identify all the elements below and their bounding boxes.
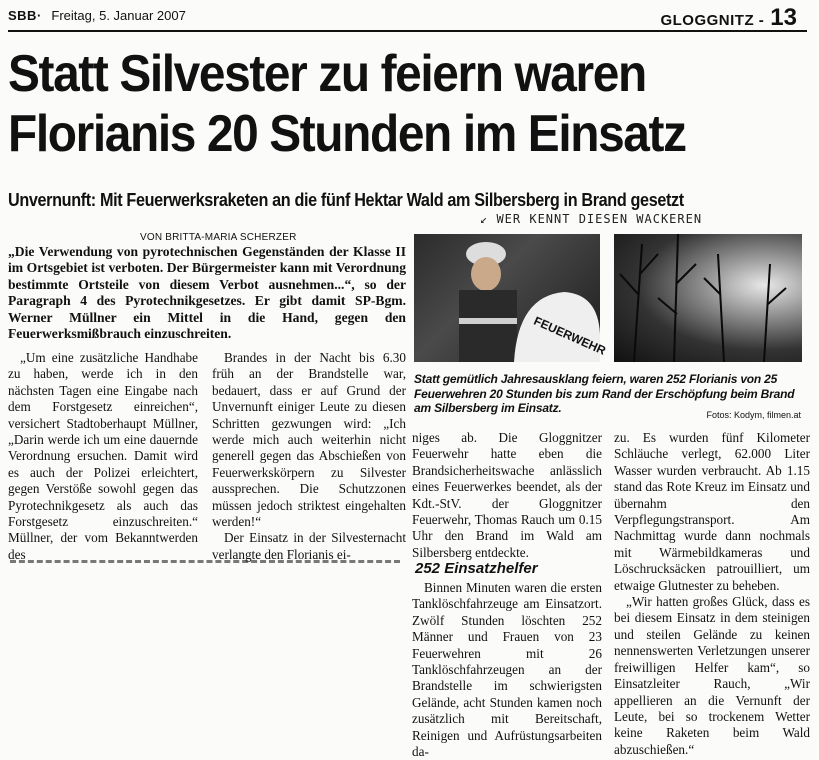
helmet-text: FEUERWEHR [531, 313, 608, 358]
issue-date: Freitag, 5. Januar 2007 [51, 8, 186, 23]
section-name: GLOGGNITZ - [660, 12, 765, 29]
page-header-left [8, 8, 186, 23]
headline-line-1: Statt Silvester zu feiern waren [8, 45, 646, 103]
forest-trees-illustration [614, 234, 802, 362]
byline: VON BRITTA-MARIA SCHERZER [140, 232, 297, 243]
column-4-text-b: „Wir hatten großes Glück, dass es bei diesem Einsatz in dem steinigen und steilen Gelände zu keinen nennenswerten Verletzungen unserer freiwilligen Helfer kam“, so Einsatzleiter Rauch, „Wir appellieren an die Vernunft der Leute, bei so trockenem Wetter keine Raketen beim Wald abzuschießen.“ [614, 594, 810, 757]
column-4-text-a: zu. Es wurden fünf Kilometer Schläuche verlegt, 62.000 Liter Wasser wurden verbraucht. Ab 1.15 stand das Rote Kreuz im Einsatz und übernahm den Verpflegungstransport. Am Nachmittag wurde dann nochmals mit Wärmebildkameras und Löschrucksäcken patrouilliert, um etwaige Glutnester zu beheben. [614, 430, 810, 593]
column-2 [212, 350, 406, 563]
header-rule [8, 30, 807, 32]
column-1 [8, 350, 198, 563]
headline [8, 44, 744, 164]
column-3-text-a: niges ab. Die Gloggnitzer Feuerwehr hatte eben die Brandsicherheitswache anlässlich eines Feuerwerkes beendet, als der Kdt.-StV. der Gloggnitzer Feuerwehr, Thomas Rauch um 0.15 Uhr den Brand im Wald am Silbersberg entdeckte. [412, 430, 602, 560]
intertitle: 252 Einsatzhelfer [415, 560, 538, 577]
handwritten-arrow-icon: ↙ [480, 212, 497, 226]
photo-credit: Fotos: Kodym, filmen.at [706, 410, 801, 420]
photo-forest-fire [614, 234, 802, 362]
column-2-text-a: Brandes in der Nacht bis 6.30 früh an der Brandstelle war, bedauert, dass er auf Grund der Unvernunft einiger Leute zu diesen Schritten gezwungen wird: „Ich werde mich auch weiterhin nicht generell gegen das Abschießen von Feuerwerkskörpern zu Silvester aussprechen. Die Schutzzonen müssen jedoch striktest eingehalten werden!“ [212, 350, 406, 530]
page-header-right [660, 4, 797, 32]
paper-logo: SBB· [8, 8, 42, 23]
photo-caption: Statt gemütlich Jahresausklang feiern, waren 252 Florianis von 25 Feuerwehren 20 Stunden bis zum Rand der Erschöpfung beim Brand am Silbersberg im Einsatz. [414, 372, 795, 415]
column-3-text-b: Binnen Minuten waren die ersten Tanklöschfahrzeuge am Einsatzort. Zwölf Stunden löschten 252 Männer und Frauen von 23 Feuerwehren mit 26 Tanklöschfahrzeugen an der Brandstelle im schwierigsten Gelände, acht Stunden kamen noch zusätzlich mit Bereitschaft, Reinigen und Aufrüstungsarbeiten da- [412, 580, 602, 760]
column-3-continued [412, 580, 602, 760]
firefighter-illustration [414, 234, 608, 362]
handwritten-note: ↙ WER KENNT DIESEN WACKEREN [480, 212, 703, 226]
page-number: 13 [770, 4, 797, 31]
headline-line-2: Florianis 20 Stunden im Einsatz [8, 105, 686, 163]
column-3 [412, 430, 602, 561]
column-break-dashes [10, 560, 400, 567]
column-2-text-b: Der Einsatz in der Silvesternacht verlangte den Florianis ei- [212, 530, 406, 562]
column-4 [614, 430, 810, 758]
column-1-text: „Um eine zusätzliche Handhabe zu haben, werde ich in den nächsten Tagen eine Eingabe nach dem Forstgesetz einreichen“, versichert Stadtoberhaupt Müllner, „Darin werde ich um eine dauernde Verordnung ersuchen. Damit wird es auch der Polizei erleichtert, gegen Verstöße sowohl gegen das Pyrotechnikgesetz als auch das Forstgesetz einzuschreiten.“ Müllner, der vom Bekanntwerden des [8, 350, 198, 562]
subheadline: Unvernunft: Mit Feuerwerksraketen an die fünf Hektar Wald am Silbersberg in Brand gesetzt [8, 190, 684, 210]
photo-firefighter [414, 234, 608, 362]
lead-paragraph: „Die Verwendung von pyrotechnischen Gegenständen der Klasse II im Ortsgebiet ist verboten. Der Bürgermeister kann mit Verordnung bestimmte Ortsteile von diesem Verbot ausnehmen...“, so der Paragraph 4 des Pyrotechnikgesetzes. Er gibt damit SP-Bgm. Werner Müllner ein Mittel in die Hand, gegen den Feuerwerksmißbrauch einzuschreiten. [8, 244, 406, 342]
